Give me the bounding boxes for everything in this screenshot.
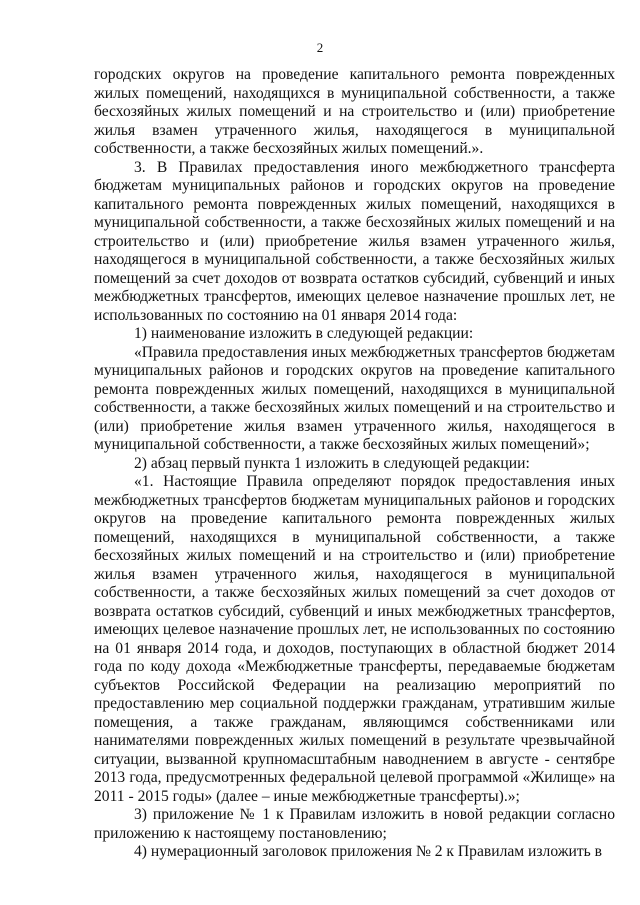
paragraph-subitem-4: 4) нумерационный заголовок приложения № 2 к Правилам изложить в (134, 843, 603, 860)
document-body (94, 66, 615, 862)
page-number: 2 (316, 40, 324, 55)
paragraph-subitem-3: 3) приложение № 1 к Правилам изложить в новой редакции согласно приложению к настоящему постановлению; (94, 806, 615, 842)
paragraph-continuation: городских округов на проведение капитального ремонта поврежденных жилых помещений, находящихся в муниципальной собственности, а также бесхозяйных жилых помещений и на строительство и (или) приобретение жилья взамен утраченного жилья, находящегося в муниципальной собственности, а также бесхозяйных жилых помещений.». (94, 66, 615, 157)
paragraph-subitem-1: 1) наименование изложить в следующей редакции: (134, 325, 474, 342)
paragraph-quoted-title: «Правила предоставления иных межбюджетных трансфертов бюджетам муниципальных районов и городских округов на проведение капитального ремонта поврежденных жилых помещений, находящихся в муниципальной собственности, а также бесхозяйных жилых помещений и на строительство и (или) приобретение жилья взамен утраченного жилья, находящегося в муниципальной собственности, а также бесхозяйных жилых помещений»; (94, 343, 615, 453)
paragraph-subitem-2: 2) абзац первый пункта 1 изложить в следующей редакции: (134, 454, 530, 472)
paragraph-item-3: 3. В Правилах предоставления иного межбюджетного трансферта бюджетам муниципальных районов и городских округов на проведение капитального ремонта поврежденных жилых помещений, находящихся в муниципальной собственности, а также бесхозяйных жилых помещений и на строительство и (или) приобретение жилья взамен утраченного жилья, находящегося в муниципальной собственности, а также бесхозяйных жилых помещений за счет доходов от возврата остатков субсидий, субвенций и иных межбюджетных трансфертов, имеющих целевое назначение прошлых лет, не использованных по состоянию на 01 января 2014 года: (94, 158, 615, 324)
paragraph-quoted-clause-1: «1. Настоящие Правила определяют порядок предоставления иных межбюджетных трансфертов бюджетам муниципальных районов и городских округов на проведение капитального ремонта поврежденных жилых помещений, находящихся в муниципальной собственности, а также бесхозяйных жилых помещений и на строительство и (или) приобретение жилья взамен утраченного жилья, находящегося в муниципальной собственности, а также бесхозяйных жилых помещений за счет доходов от возврата остатков субсидий, субвенций и иных межбюджетных трансфертов, имеющих целевое назначение прошлых лет, не использованных по состоянию на 01 января 2014 года, и доходов, поступающих в областной бюджет 2014 года по коду дохода «Межбюджетные трансферты, передаваемые бюджетам субъектов Российской Федерации на реализацию мероприятий по предоставлению мер социальной поддержки гражданам, утратившим жилые помещения, а также гражданам, являющимся собственниками или нанимателями поврежденных жилых помещений в результате чрезвычайной ситуации, вызванной крупномасштабным наводнением в августе - сентябре 2013 года, предусмотренных федеральной целевой программой «Жилище» на 2011 - 2015 годы» (далее – иные межбюджетные трансферты).»; (94, 473, 616, 805)
